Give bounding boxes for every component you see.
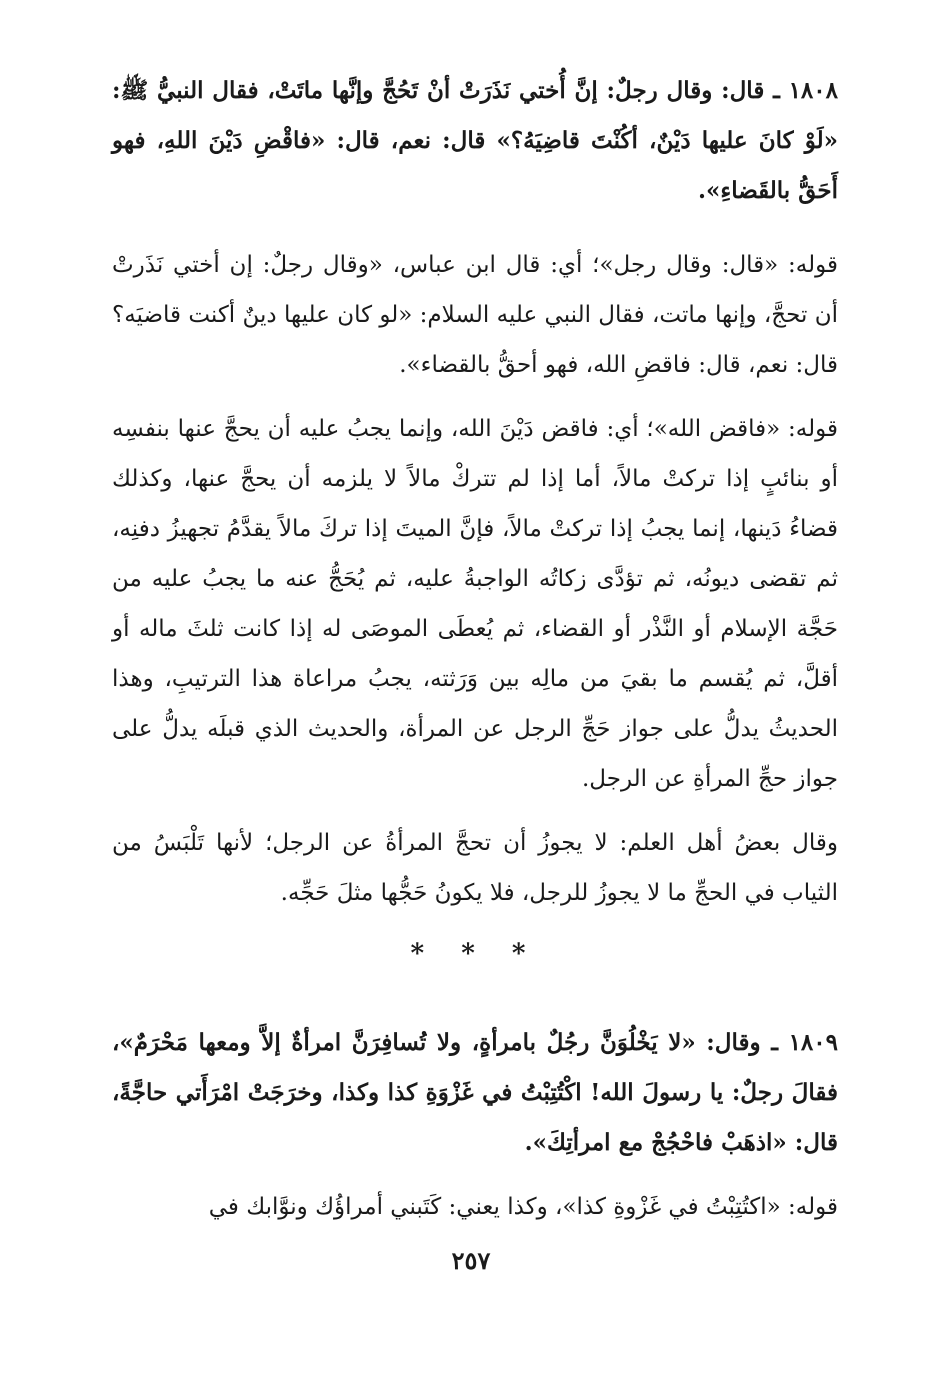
page-body <box>112 66 838 1232</box>
commentary-paragraph-2: قوله: «فاقض الله»؛ أي: فاقض دَيْنَ الله، وإنما يجبُ عليه أن يحجَّ عنها بنفسِه أو بنائبٍ إذا تركتْ مالاً، أما إذا لم تتركْ مالاً لا يلزمه أن يحجَّ عنها، وكذلك قضاءُ دَينها، إنما يجبُ إذا تركتْ مالاً، فإنَّ الميتَ إذا تركَ مالاً يقدَّمُ تجهيزُ دفنِه، ثم تقضى ديونُه، ثم تؤدَّى زكاتُه الواجبةُ عليه، ثم يُحَجُّ عنه ما يجبُ عليه من حَجَّة الإسلام أو النَّذْر أو القضاء، ثم يُعطَى الموصَى له إذا كانت ثلثَ ماله أو أقلَّ، ثم يُقسم ما بقيَ من مالِه بين وَرَثته، يجبُ مراعاة هذا الترتيبِ، وهذا الحديثُ يدلُّ على جواز حَجِّ الرجل عن المرأة، والحديث الذي قبلَه يدلُّ على جواز حجِّ المرأةِ عن الرجل. <box>112 416 838 792</box>
commentary-paragraph-1: قوله: «قال: وقال رجل»؛ أي: قال ابن عباس، «وقال رجلٌ: إن أختي نَذَرتْ أن تحجَّ، وإنها ماتت، فقال النبي عليه السلام: «لو كان عليها دينٌ أكنت قاضيَه؟ قال: نعم، قال: فاقضِ الله، فهو أحقُّ بالقضاء». <box>112 252 838 378</box>
commentary-paragraph-3: وقال بعضُ أهل العلم: لا يجوزُ أن تحجَّ المرأةُ عن الرجل؛ لأنها تَلْبَسُ من الثياب في الحجِّ ما لا يجوزُ للرجل، فلا يكونُ حَجُّها مثلَ حَجِّه. <box>112 830 838 906</box>
page-number: ٢٥٧ <box>451 1246 491 1275</box>
commentary-paragraph-4: قوله: «اكتُتِبْتُ في غَزْوةِ كذا»، وكذا يعني: كَتَبني أمراؤُك ونوَّابك في <box>208 1194 838 1220</box>
hadith-1808: ١٨٠٨ ـ قال: وقال رجلٌ: إنَّ أُختي نَذَرَتْ أنْ تَحُجَّ وإنَّها ماتَتْ، فقال النبيُّ ﷺ: «لَوْ كانَ عليها دَيْنٌ، أكُنْتَ قاضِيَهُ؟» قال: نعم، قال: «فاقْضِ دَيْنَ اللهِ، فهو أَحَقُّ بالقَضاءِ». <box>112 77 838 204</box>
hadith-1809: ١٨٠٩ ـ وقال: «لا يَخْلُوَنَّ رجُلٌ بامرأةٍ، ولا تُسافِرَنَّ امرأةٌ إلاَّ ومعها مَحْرَمٌ»، فقالَ رجلٌ: يا رسولَ الله! اكْتُتِبْتُ في غَزْوَةِ كذا وكذا، وخرَجَتْ امْرَأَتي حاجَّةً، قال: «اذهَبْ فاحْجُجْ مع امرأتِكَ». <box>112 1029 838 1156</box>
section-separator: * * * <box>410 939 540 969</box>
